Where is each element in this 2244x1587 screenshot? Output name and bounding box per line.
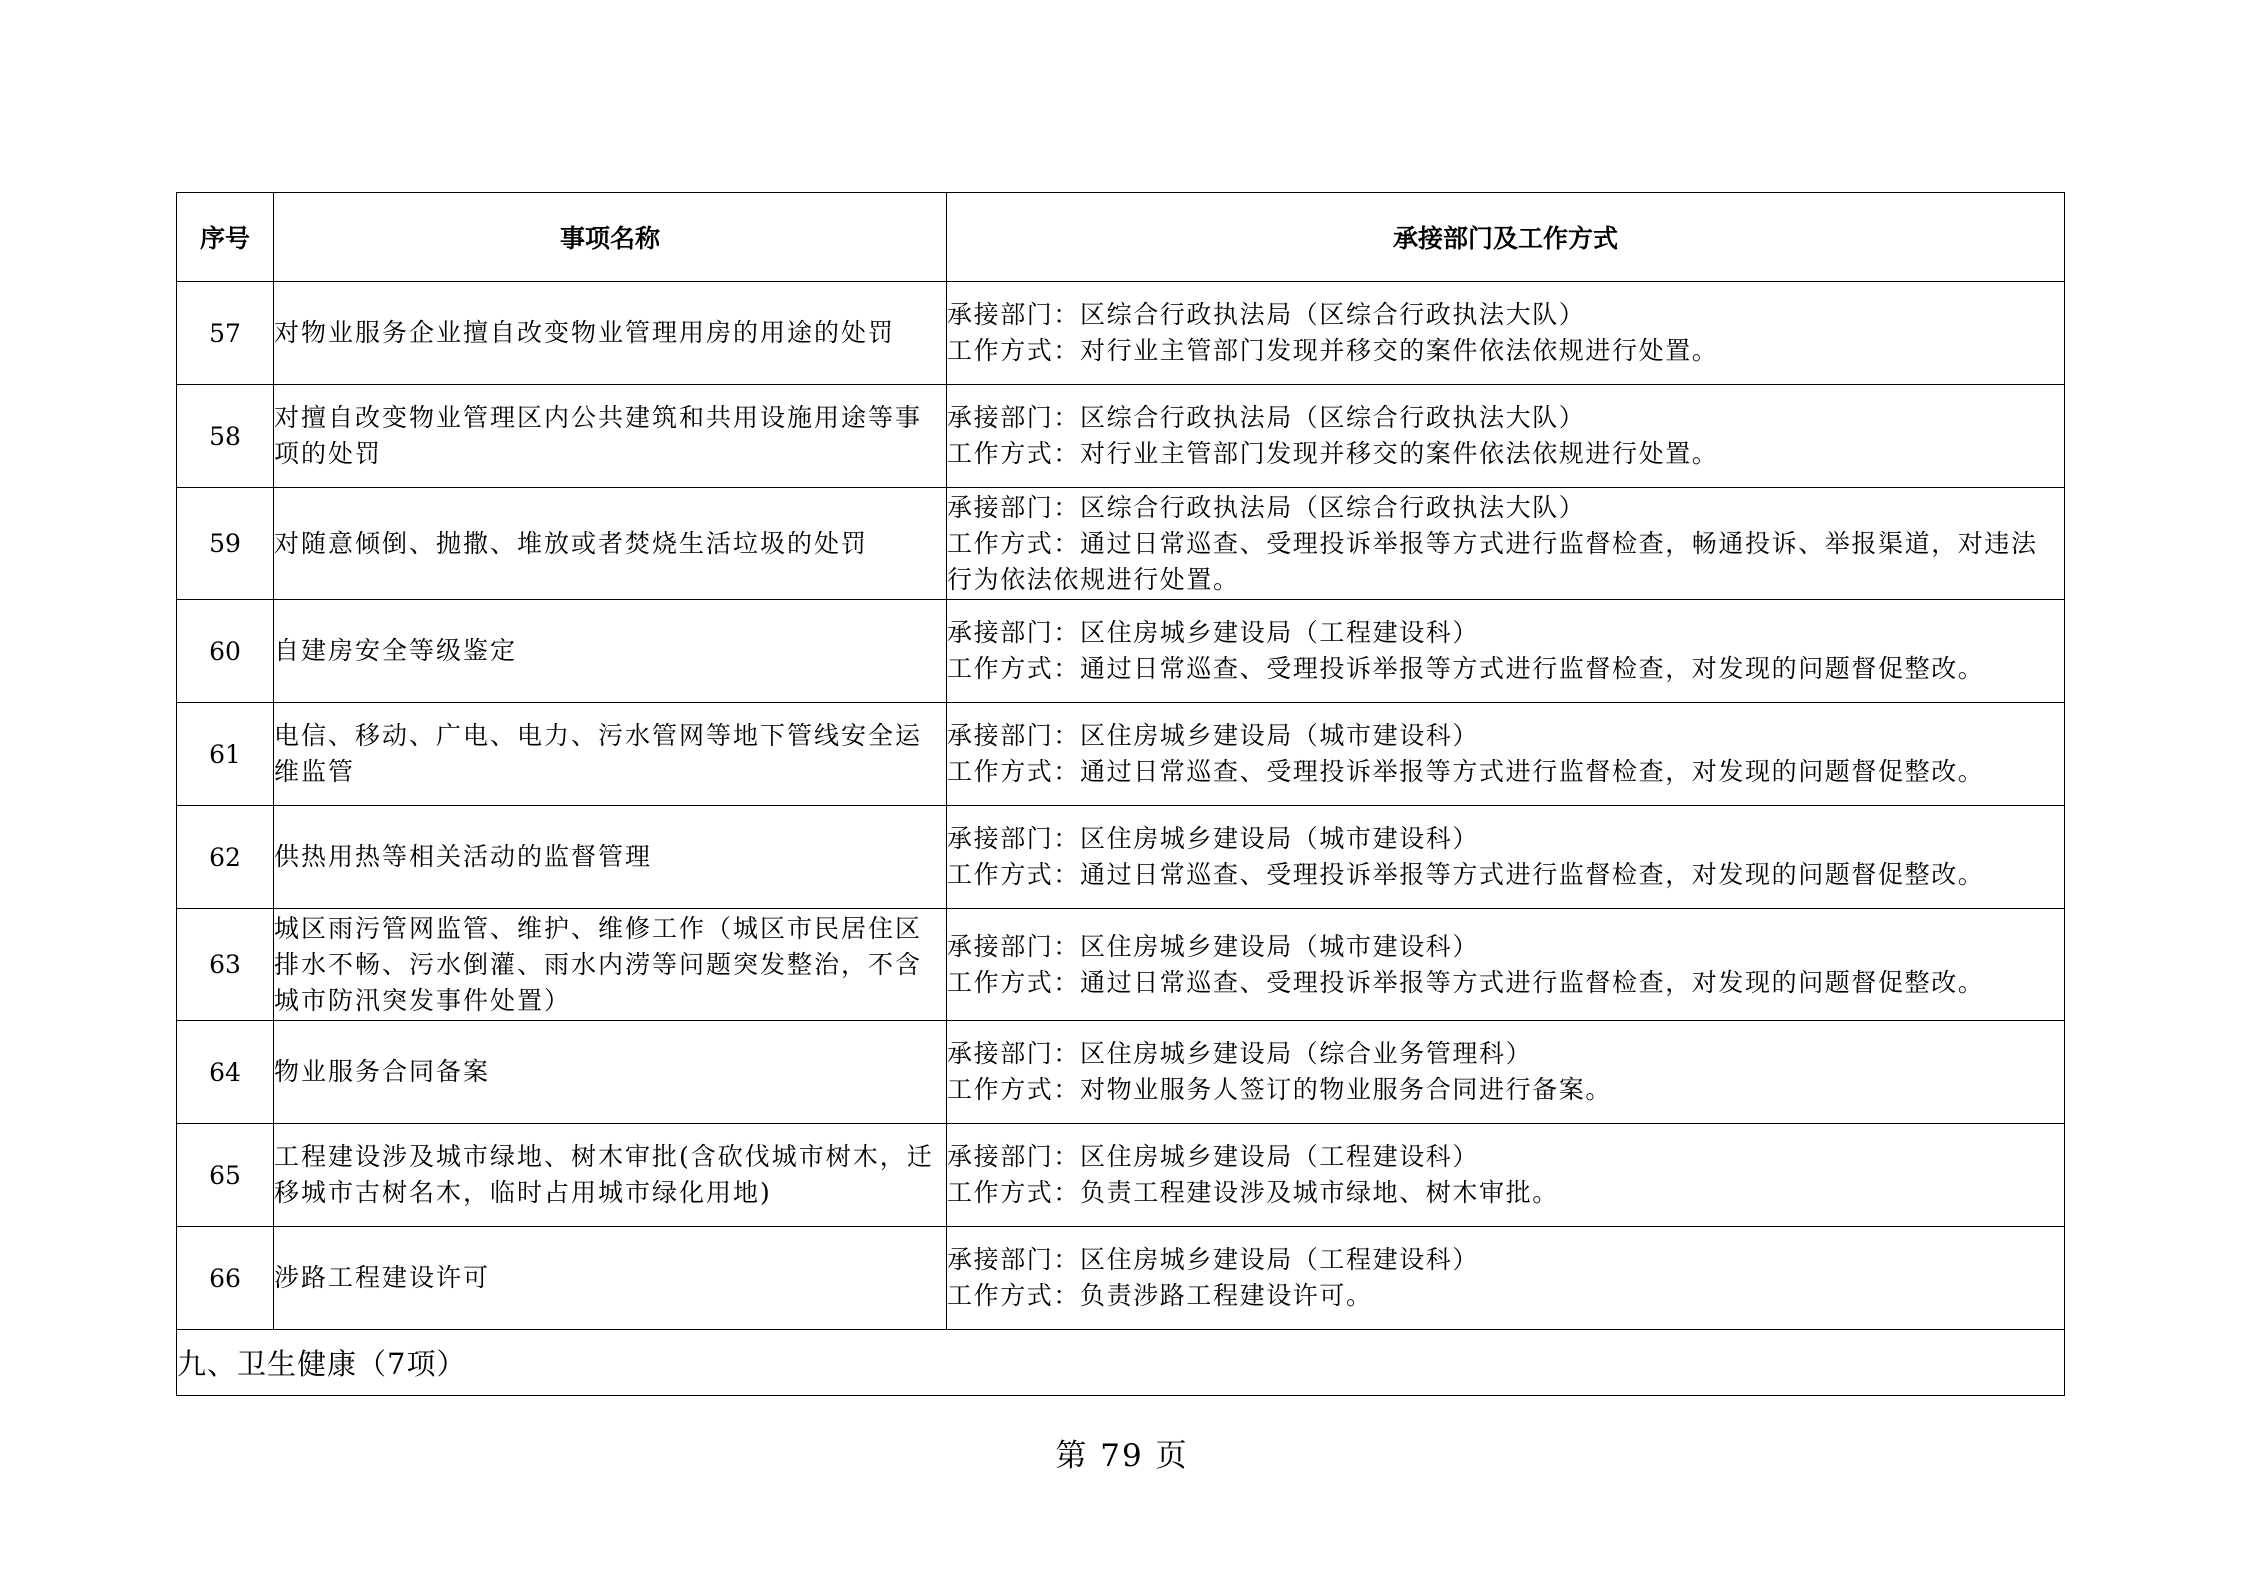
row-number: 62 bbox=[177, 806, 274, 909]
item-method bbox=[947, 282, 2065, 385]
table-row bbox=[177, 1021, 2065, 1124]
item-name-text: 电信、移动、广电、电力、污水管网等地下管线安全运维监管 bbox=[274, 721, 923, 786]
table-row bbox=[177, 600, 2065, 703]
page-number: 第 79 页 bbox=[1055, 1438, 1189, 1474]
item-method bbox=[947, 600, 2065, 703]
item-name bbox=[274, 703, 947, 806]
item-method bbox=[947, 1124, 2065, 1227]
dept-text: 承接部门：区住房城乡建设局（工程建设科） bbox=[947, 618, 1480, 647]
item-name bbox=[274, 488, 947, 600]
table-row bbox=[177, 806, 2065, 909]
table-row bbox=[177, 488, 2065, 600]
row-number: 66 bbox=[177, 1227, 274, 1330]
item-name bbox=[274, 1124, 947, 1227]
header-method: 承接部门及工作方式 bbox=[947, 193, 2065, 282]
item-name-text: 涉路工程建设许可 bbox=[274, 1263, 491, 1292]
item-name bbox=[274, 282, 947, 385]
row-number: 57 bbox=[177, 282, 274, 385]
item-name-text: 城区雨污管网监管、维护、维修工作（城区市民居住区排水不畅、污水倒灌、雨水内涝等问题突发整治，不含城市防汛突发事件处置） bbox=[274, 913, 923, 1015]
item-name-text: 对擅自改变物业管理区内公共建筑和共用设施用途等事项的处罚 bbox=[274, 403, 923, 468]
item-name bbox=[274, 385, 947, 488]
item-name bbox=[274, 909, 947, 1021]
item-method bbox=[947, 909, 2065, 1021]
row-number: 59 bbox=[177, 488, 274, 600]
table-row bbox=[177, 1227, 2065, 1330]
item-name bbox=[274, 1227, 947, 1330]
work-text: 工作方式：通过日常巡查、受理投诉举报等方式进行监督检查，对发现的问题督促整改。 bbox=[947, 860, 1985, 889]
work-text: 工作方式：通过日常巡查、受理投诉举报等方式进行监督检查，对发现的问题督促整改。 bbox=[947, 654, 1985, 683]
item-name bbox=[274, 1021, 947, 1124]
item-name-text: 物业服务合同备案 bbox=[274, 1057, 491, 1086]
item-name-text: 对物业服务企业擅自改变物业管理用房的用途的处罚 bbox=[274, 318, 896, 347]
dept-text: 承接部门：区住房城乡建设局（工程建设科） bbox=[947, 1245, 1480, 1274]
work-text: 工作方式：负责工程建设涉及城市绿地、树木审批。 bbox=[947, 1178, 1559, 1207]
row-number: 63 bbox=[177, 909, 274, 1021]
work-text: 工作方式：对行业主管部门发现并移交的案件依法依规进行处置。 bbox=[947, 439, 1719, 468]
item-method bbox=[947, 1227, 2065, 1330]
item-method bbox=[947, 703, 2065, 806]
item-method bbox=[947, 385, 2065, 488]
dept-text: 承接部门：区住房城乡建设局（工程建设科） bbox=[947, 1142, 1480, 1171]
work-text: 工作方式：通过日常巡查、受理投诉举报等方式进行监督检查，对发现的问题督促整改。 bbox=[947, 967, 1985, 997]
item-name-text: 自建房安全等级鉴定 bbox=[274, 636, 518, 665]
item-name bbox=[274, 600, 947, 703]
item-method bbox=[947, 488, 2065, 600]
work-text: 工作方式：对行业主管部门发现并移交的案件依法依规进行处置。 bbox=[947, 336, 1719, 365]
item-name bbox=[274, 806, 947, 909]
table-row bbox=[177, 909, 2065, 1021]
header-name: 事项名称 bbox=[274, 193, 947, 282]
row-number: 65 bbox=[177, 1124, 274, 1227]
work-text: 工作方式：通过日常巡查、受理投诉举报等方式进行监督检查，畅通投诉、举报渠道，对违法行为依法依规进行处置。 bbox=[947, 528, 2038, 594]
dept-text: 承接部门：区住房城乡建设局（综合业务管理科） bbox=[947, 1039, 1533, 1068]
dept-text: 承接部门：区综合行政执法局（区综合行政执法大队） bbox=[947, 492, 1586, 522]
work-text: 工作方式：通过日常巡查、受理投诉举报等方式进行监督检查，对发现的问题督促整改。 bbox=[947, 757, 1985, 786]
row-number: 58 bbox=[177, 385, 274, 488]
item-name-text: 供热用热等相关活动的监督管理 bbox=[274, 842, 653, 871]
dept-text: 承接部门：区综合行政执法局（区综合行政执法大队） bbox=[947, 403, 1586, 432]
table-row bbox=[177, 385, 2065, 488]
dept-text: 承接部门：区住房城乡建设局（城市建设科） bbox=[947, 721, 1480, 750]
item-name-text: 工程建设涉及城市绿地、树木审批(含砍伐城市树木，迁移城市古树名木，临时占用城市绿化用地) bbox=[274, 1142, 934, 1207]
dept-text: 承接部门：区住房城乡建设局（城市建设科） bbox=[947, 824, 1480, 853]
item-method bbox=[947, 1021, 2065, 1124]
table-row bbox=[177, 282, 2065, 385]
table-row bbox=[177, 1124, 2065, 1227]
work-text: 工作方式：对物业服务人签订的物业服务合同进行备案。 bbox=[947, 1075, 1613, 1104]
document-table bbox=[176, 192, 2065, 1396]
work-text: 工作方式：负责涉路工程建设许可。 bbox=[947, 1281, 1373, 1310]
item-name-text: 对随意倾倒、抛撒、堆放或者焚烧生活垃圾的处罚 bbox=[274, 528, 869, 558]
section-row bbox=[177, 1330, 2065, 1396]
row-number: 64 bbox=[177, 1021, 274, 1124]
section-heading: 九、卫生健康（7项） bbox=[177, 1330, 2065, 1396]
dept-text: 承接部门：区综合行政执法局（区综合行政执法大队） bbox=[947, 300, 1586, 329]
dept-text: 承接部门：区住房城乡建设局（城市建设科） bbox=[947, 931, 1480, 961]
header-index: 序号 bbox=[177, 193, 274, 282]
row-number: 61 bbox=[177, 703, 274, 806]
table-row bbox=[177, 703, 2065, 806]
row-number: 60 bbox=[177, 600, 274, 703]
table-header-row bbox=[177, 193, 2065, 282]
item-method bbox=[947, 806, 2065, 909]
